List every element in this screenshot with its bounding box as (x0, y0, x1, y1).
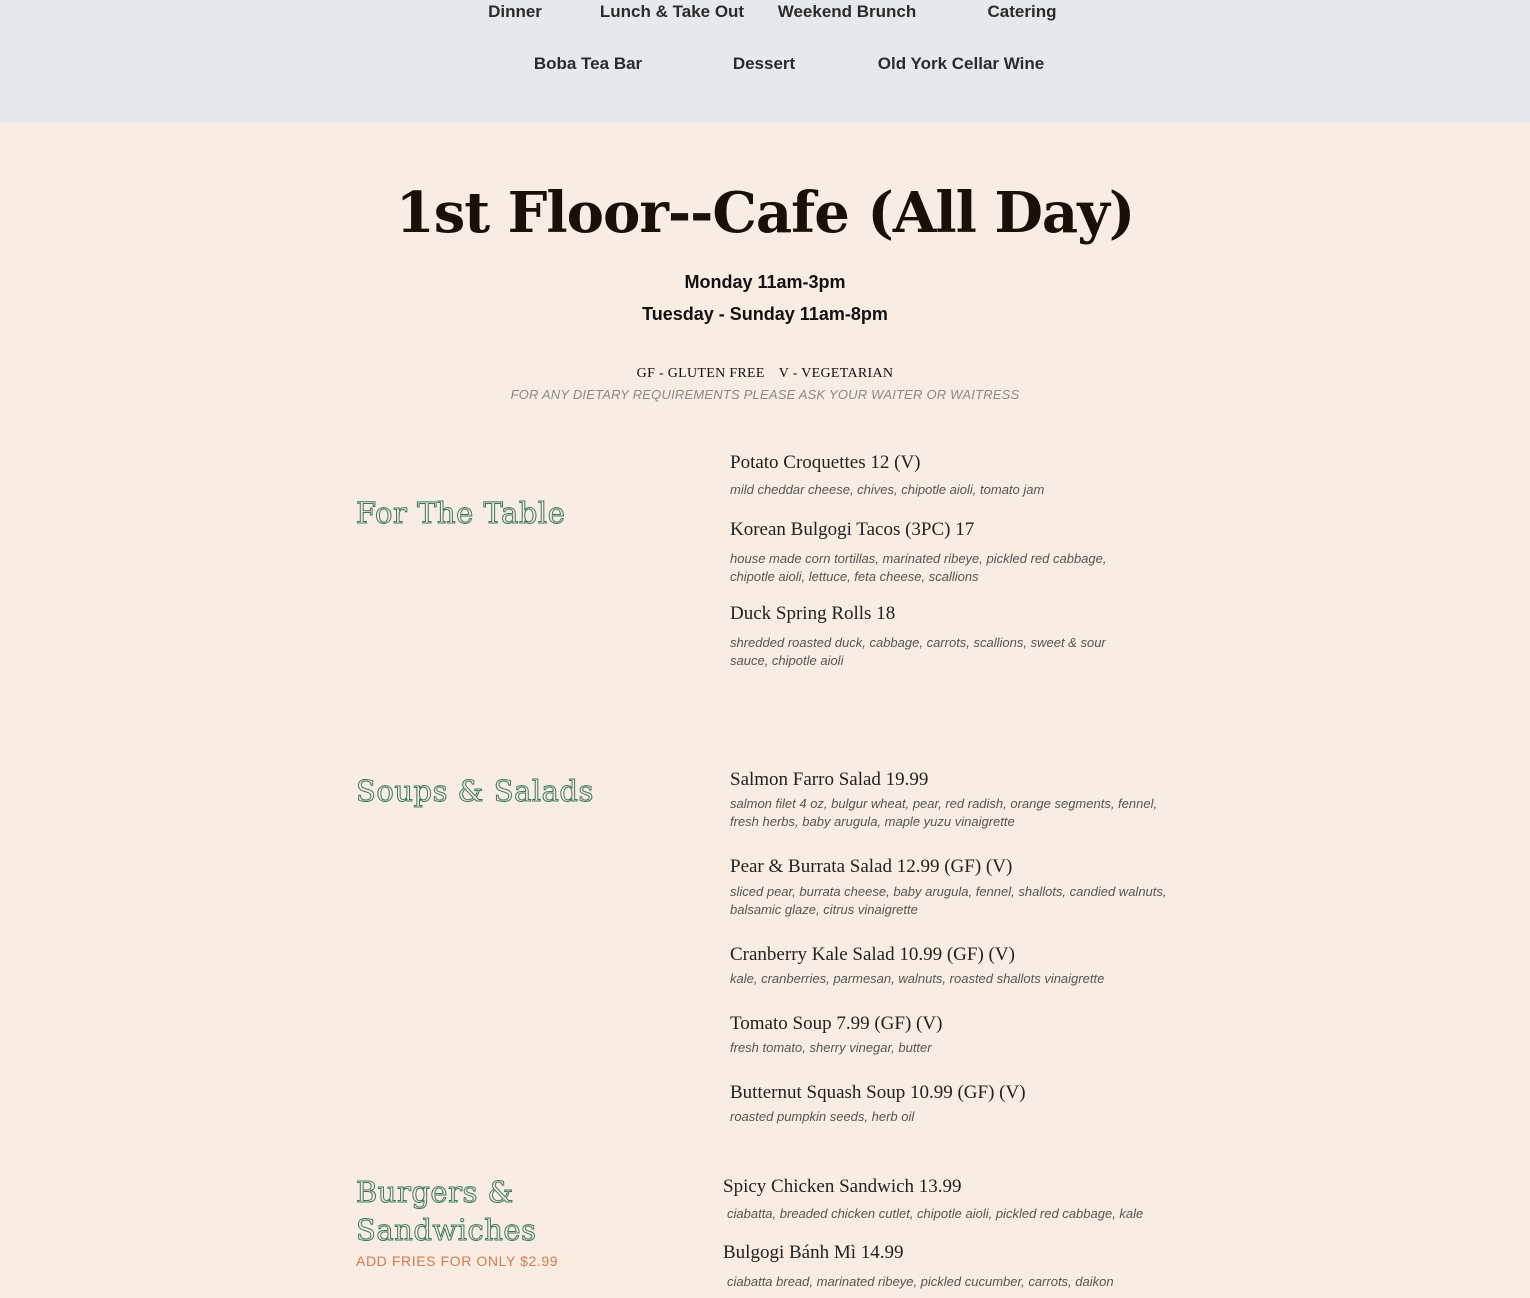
nav-link-dinner[interactable]: Dinner (488, 2, 542, 21)
section-subtitle-fries: ADD FRIES FOR ONLY $2.99 (356, 1253, 559, 1269)
menu-item-name: Bulgogi Bánh Mì 14.99 (723, 1242, 904, 1263)
menu-item-desc: sliced pear, burrata cheese, baby arugula, fennel, shallots, candied walnuts, balsamic glaze, citrus vinaigrette (730, 884, 1167, 917)
menu-item-name: Salmon Farro Salad 19.99 (730, 769, 929, 790)
top-nav (0, 0, 1530, 122)
menu-item-desc: ciabatta bread, marinated ribeye, pickled cucumber, carrots, daikon (727, 1274, 1114, 1289)
nav-link-lunch[interactable]: Lunch & Take Out (599, 2, 745, 21)
nav-link-wine[interactable]: Old York Cellar Wine (877, 54, 1045, 73)
section-title-soups-salads: Soups & Salads (356, 774, 594, 808)
menu-item-desc: salmon filet 4 oz, bulgur wheat, pear, red radish, orange segments, fennel, fresh herbs, baby arugula, maple yuzu vinaigrette (730, 796, 1158, 829)
nav-link-catering[interactable]: Catering (987, 2, 1057, 21)
menu-item-name: Butternut Squash Soup 10.99 (GF) (V) (730, 1082, 1026, 1103)
dietary-legend (0, 366, 1530, 382)
section-title-burgers-sandwiches: Burgers & Sandwiches (356, 1175, 537, 1247)
nav-link-dessert[interactable]: Dessert (732, 54, 796, 73)
menu-item-desc: roasted pumpkin seeds, herb oil (730, 1109, 915, 1124)
menu-item-desc: fresh tomato, sherry vinegar, butter (730, 1040, 932, 1055)
dietary-note: FOR ANY DIETARY REQUIREMENTS PLEASE ASK YOUR WAITER OR WAITRESS (510, 387, 1020, 402)
legend-gluten-free: GF - GLUTEN FREE (636, 366, 765, 381)
section-title-for-the-table: For The Table (356, 496, 566, 530)
menu-item-name: Tomato Soup 7.99 (GF) (V) (730, 1013, 943, 1034)
menu-item-desc: ciabatta, breaded chicken cutlet, chipotle aioli, pickled red cabbage, kale (727, 1206, 1144, 1221)
menu-item-name: Cranberry Kale Salad 10.99 (GF) (V) (730, 944, 1015, 965)
page-title: 1st Floor--Cafe (All Day) (395, 180, 1135, 246)
menu-item-name: Korean Bulgogi Tacos (3PC) 17 (730, 519, 975, 540)
menu-item-name: Duck Spring Rolls 18 (730, 603, 896, 624)
hours-tuesday-sunday: Tuesday - Sunday 11am-8pm (642, 304, 888, 324)
menu-item-name: Pear & Burrata Salad 12.99 (GF) (V) (730, 856, 1013, 877)
hours-monday: Monday 11am-3pm (684, 272, 846, 292)
menu-item-name: Spicy Chicken Sandwich 13.99 (723, 1176, 962, 1197)
menu-item-name: Potato Croquettes 12 (V) (730, 452, 921, 473)
menu-item-desc: mild cheddar cheese, chives, chipotle aioli, tomato jam (730, 482, 1045, 497)
nav-link-boba-tea-bar[interactable]: Boba Tea Bar (533, 54, 643, 73)
menu-item-desc: kale, cranberries, parmesan, walnuts, roasted shallots vinaigrette (730, 971, 1105, 986)
menu-item-desc: shredded roasted duck, cabbage, carrots, scallions, sweet & sour sauce, chipotle aioli (730, 635, 1106, 668)
legend-vegetarian: V - VEGETARIAN (778, 366, 894, 381)
nav-link-weekend-brunch[interactable]: Weekend Brunch (777, 2, 917, 21)
menu-item-desc: house made corn tortillas, marinated ribeye, pickled red cabbage, chipotle aioli, lettuce, feta cheese, scallions (730, 551, 1107, 584)
